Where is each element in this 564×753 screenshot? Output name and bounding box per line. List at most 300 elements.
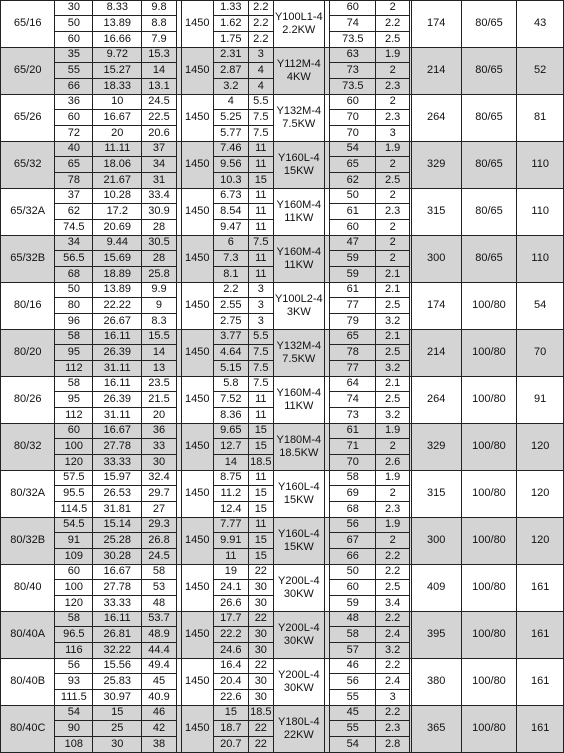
head-m-cell: 28 xyxy=(142,251,177,267)
flange-cell: 100/80 xyxy=(461,377,517,424)
weight-cell: 214 xyxy=(411,48,461,95)
head-m-cell: 22.5 xyxy=(142,110,177,126)
efficiency-cell: 63 xyxy=(330,48,376,63)
pump-model-group xyxy=(1,377,564,424)
motor-model-cell xyxy=(273,236,324,283)
flange-cell: 80/65 xyxy=(461,48,517,95)
motor-model-cell xyxy=(273,424,324,471)
head-m-cell: 20.6 xyxy=(142,126,177,142)
flow-ls-cell: 27.78 xyxy=(93,580,142,596)
npsh-cell: 2 xyxy=(376,95,410,110)
weight-cell: 365 xyxy=(411,706,461,753)
shaft-power-cell: 9.91 xyxy=(213,533,248,549)
flow-ls-cell: 13.89 xyxy=(93,283,142,298)
head-m-cell: 15.5 xyxy=(142,330,177,345)
motor-power-cell: 7.5 xyxy=(249,345,274,361)
motor-code: Y180L-4 xyxy=(278,716,320,729)
motor-code: Y100L2-4 xyxy=(274,293,323,306)
pump-model-group xyxy=(1,236,564,283)
efficiency-cell: 56 xyxy=(330,674,376,690)
table-row xyxy=(1,659,564,674)
shaft-power-cell: 2.75 xyxy=(213,314,248,330)
npsh-cell: 3.4 xyxy=(376,596,410,612)
npsh-cell: 2.2 xyxy=(376,612,410,627)
head-m-cell: 29.3 xyxy=(142,518,177,533)
pump-model-cell: 65/32 xyxy=(1,142,55,189)
flow-m3h-cell: 120 xyxy=(55,455,93,471)
flow-m3h-cell: 65 xyxy=(55,157,93,173)
flow-ls-cell: 26.81 xyxy=(93,627,142,643)
weight-cell: 174 xyxy=(411,1,461,48)
motor-code: Y160M-4 xyxy=(276,387,322,400)
flow-ls-cell: 10 xyxy=(93,95,142,110)
flow-m3h-cell: 91 xyxy=(55,533,93,549)
head-m-cell: 44.4 xyxy=(142,643,177,659)
motor-power-cell: 11 xyxy=(249,189,274,204)
npsh-cell: 2.2 xyxy=(376,549,410,565)
flow-ls-cell: 26.67 xyxy=(93,314,142,330)
motor-rating: 30KW xyxy=(283,635,314,647)
flow-m3h-cell: 66 xyxy=(55,79,93,95)
motor-power-cell: 11 xyxy=(249,408,274,424)
flange-cell: 100/80 xyxy=(461,424,517,471)
flow-ls-cell: 33.33 xyxy=(93,455,142,471)
shaft-power-cell: 20.7 xyxy=(213,737,248,753)
pump-model-cell: 65/32B xyxy=(1,236,55,283)
speed-rpm-cell: 1450 xyxy=(181,377,213,424)
table-row xyxy=(1,95,564,110)
price-cell: 110 xyxy=(517,236,564,283)
table-row xyxy=(1,48,564,63)
flow-ls-cell: 22.22 xyxy=(93,298,142,314)
head-m-cell: 8.8 xyxy=(142,16,177,32)
efficiency-cell: 59 xyxy=(330,596,376,612)
efficiency-cell: 50 xyxy=(330,565,376,580)
speed-rpm-cell: 1450 xyxy=(181,95,213,142)
head-m-cell: 9.8 xyxy=(142,1,177,16)
price-cell: 70 xyxy=(517,330,564,377)
motor-rating: 2.2KW xyxy=(282,24,316,36)
shaft-power-cell: 2.2 xyxy=(213,283,248,298)
flow-ls-cell: 10.28 xyxy=(93,189,142,204)
motor-power-cell: 30 xyxy=(249,580,274,596)
motor-power-cell: 15 xyxy=(249,486,274,502)
flow-ls-cell: 15.69 xyxy=(93,251,142,267)
npsh-cell: 2 xyxy=(376,533,410,549)
price-cell: 120 xyxy=(517,424,564,471)
head-m-cell: 15.3 xyxy=(142,48,177,63)
npsh-cell: 3.2 xyxy=(376,408,410,424)
efficiency-cell: 54 xyxy=(330,142,376,157)
motor-power-cell: 22 xyxy=(249,659,274,674)
shaft-power-cell: 7.46 xyxy=(213,142,248,157)
head-m-cell: 49.4 xyxy=(142,659,177,674)
motor-model-cell xyxy=(273,377,324,424)
pump-model-group xyxy=(1,95,564,142)
motor-model-cell xyxy=(273,48,324,95)
head-m-cell: 37 xyxy=(142,142,177,157)
flange-cell: 100/80 xyxy=(461,283,517,330)
flow-m3h-cell: 72 xyxy=(55,126,93,142)
shaft-power-cell: 19 xyxy=(213,565,248,580)
efficiency-cell: 77 xyxy=(330,298,376,314)
motor-power-cell: 5.5 xyxy=(249,330,274,345)
head-m-cell: 14 xyxy=(142,63,177,79)
efficiency-cell: 60 xyxy=(330,220,376,236)
shaft-power-cell: 1.33 xyxy=(213,1,248,16)
npsh-cell: 2.1 xyxy=(376,330,410,345)
flow-m3h-cell: 60 xyxy=(55,110,93,126)
shaft-power-cell: 7.77 xyxy=(213,518,248,533)
motor-rating: 15KW xyxy=(283,165,314,177)
weight-cell: 329 xyxy=(411,142,461,189)
motor-power-cell: 11 xyxy=(249,392,274,408)
head-m-cell: 45 xyxy=(142,674,177,690)
flow-ls-cell: 13.89 xyxy=(93,16,142,32)
head-m-cell: 8.3 xyxy=(142,314,177,330)
flow-ls-cell: 16.67 xyxy=(93,565,142,580)
motor-rating: 11KW xyxy=(284,259,314,271)
pump-model-cell: 65/26 xyxy=(1,95,55,142)
shaft-power-cell: 24.6 xyxy=(213,643,248,659)
flow-m3h-cell: 90 xyxy=(55,721,93,737)
shaft-power-cell: 6.73 xyxy=(213,189,248,204)
weight-cell: 395 xyxy=(411,612,461,659)
npsh-cell: 2 xyxy=(376,63,410,79)
motor-model-cell xyxy=(273,471,324,518)
motor-power-cell: 7.5 xyxy=(249,110,274,126)
efficiency-cell: 56 xyxy=(330,518,376,533)
efficiency-cell: 79 xyxy=(330,314,376,330)
weight-cell: 315 xyxy=(411,471,461,518)
motor-rating: 18.5KW xyxy=(279,447,319,459)
weight-cell: 315 xyxy=(411,189,461,236)
pump-model-group xyxy=(1,48,564,95)
speed-rpm-cell: 1450 xyxy=(181,142,213,189)
head-m-cell: 30.5 xyxy=(142,236,177,251)
head-m-cell: 46 xyxy=(142,706,177,721)
speed-rpm-cell: 1450 xyxy=(181,612,213,659)
flow-m3h-cell: 62 xyxy=(55,204,93,220)
flow-m3h-cell: 57.5 xyxy=(55,471,93,486)
flow-ls-cell: 31.11 xyxy=(93,361,142,377)
flow-ls-cell: 30.97 xyxy=(93,690,142,706)
shaft-power-cell: 9.65 xyxy=(213,424,248,439)
npsh-cell: 2.5 xyxy=(376,32,410,48)
motor-rating: 30KW xyxy=(283,682,314,694)
head-m-cell: 27 xyxy=(142,502,177,518)
npsh-cell: 2.5 xyxy=(376,345,410,361)
price-cell: 110 xyxy=(517,189,564,236)
speed-rpm-cell: 1450 xyxy=(181,471,213,518)
motor-rating: 11KW xyxy=(284,400,314,412)
flow-m3h-cell: 112 xyxy=(55,408,93,424)
flange-cell: 100/80 xyxy=(461,659,517,706)
shaft-power-cell: 6 xyxy=(213,236,248,251)
motor-rating: 22KW xyxy=(283,729,314,741)
head-m-cell: 33 xyxy=(142,439,177,455)
shaft-power-cell: 11.2 xyxy=(213,486,248,502)
flow-m3h-cell: 74.5 xyxy=(55,220,93,236)
shaft-power-cell: 14 xyxy=(213,455,248,471)
npsh-cell: 1.9 xyxy=(376,142,410,157)
head-m-cell: 21.5 xyxy=(142,392,177,408)
pump-model-cell: 80/26 xyxy=(1,377,55,424)
table-row xyxy=(1,424,564,439)
motor-code: Y132M-4 xyxy=(276,340,322,353)
pump-model-cell: 80/16 xyxy=(1,283,55,330)
efficiency-cell: 59 xyxy=(330,267,376,283)
shaft-power-cell: 15 xyxy=(213,706,248,721)
weight-cell: 214 xyxy=(411,330,461,377)
npsh-cell: 2.3 xyxy=(376,502,410,518)
motor-rating: 15KW xyxy=(283,494,314,506)
pump-model-cell: 80/32 xyxy=(1,424,55,471)
motor-model-cell xyxy=(273,565,324,612)
flange-cell: 100/80 xyxy=(461,706,517,753)
motor-power-cell: 15 xyxy=(249,173,274,189)
pump-model-group xyxy=(1,1,564,48)
npsh-cell: 2.2 xyxy=(376,16,410,32)
head-m-cell: 26.8 xyxy=(142,533,177,549)
flow-ls-cell: 15.56 xyxy=(93,659,142,674)
shaft-power-cell: 4 xyxy=(213,95,248,110)
flange-cell: 80/65 xyxy=(461,189,517,236)
motor-model-cell xyxy=(273,612,324,659)
flow-m3h-cell: 95 xyxy=(55,392,93,408)
motor-rating: 7.5KW xyxy=(282,118,316,130)
flow-m3h-cell: 34 xyxy=(55,236,93,251)
flow-m3h-cell: 55 xyxy=(55,63,93,79)
motor-code: Y112M-4 xyxy=(276,58,321,71)
price-cell: 161 xyxy=(517,706,564,753)
npsh-cell: 1.9 xyxy=(376,471,410,486)
flow-m3h-cell: 68 xyxy=(55,267,93,283)
flow-ls-cell: 16.67 xyxy=(93,424,142,439)
table-row xyxy=(1,283,564,298)
price-cell: 91 xyxy=(517,377,564,424)
npsh-cell: 2.8 xyxy=(376,737,410,753)
head-m-cell: 58 xyxy=(142,565,177,580)
flow-m3h-cell: 114.5 xyxy=(55,502,93,518)
motor-power-cell: 15 xyxy=(249,549,274,565)
motor-code: Y160L-4 xyxy=(278,152,320,165)
table-row xyxy=(1,565,564,580)
price-cell: 161 xyxy=(517,565,564,612)
motor-power-cell: 18.5 xyxy=(249,706,274,721)
efficiency-cell: 71 xyxy=(330,439,376,455)
pump-model-cell: 80/40B xyxy=(1,659,55,706)
shaft-power-cell: 12.7 xyxy=(213,439,248,455)
flow-ls-cell: 18.89 xyxy=(93,267,142,283)
weight-cell: 300 xyxy=(411,518,461,565)
efficiency-cell: 59 xyxy=(330,251,376,267)
weight-cell: 329 xyxy=(411,424,461,471)
pump-model-cell: 80/32B xyxy=(1,518,55,565)
flow-ls-cell: 15.14 xyxy=(93,518,142,533)
pump-model-group xyxy=(1,471,564,518)
motor-power-cell: 30 xyxy=(249,690,274,706)
flow-m3h-cell: 80 xyxy=(55,298,93,314)
head-m-cell: 53 xyxy=(142,580,177,596)
efficiency-cell: 46 xyxy=(330,659,376,674)
flow-ls-cell: 27.78 xyxy=(93,439,142,455)
npsh-cell: 2.3 xyxy=(376,204,410,220)
flow-ls-cell: 25.28 xyxy=(93,533,142,549)
efficiency-cell: 65 xyxy=(330,157,376,173)
flow-m3h-cell: 100 xyxy=(55,439,93,455)
flange-cell: 100/80 xyxy=(461,518,517,565)
motor-model-cell xyxy=(273,189,324,236)
npsh-cell: 2 xyxy=(376,486,410,502)
flow-m3h-cell: 54.5 xyxy=(55,518,93,533)
head-m-cell: 28 xyxy=(142,220,177,236)
shaft-power-cell: 1.75 xyxy=(213,32,248,48)
npsh-cell: 2 xyxy=(376,1,410,16)
weight-cell: 264 xyxy=(411,95,461,142)
shaft-power-cell: 5.77 xyxy=(213,126,248,142)
price-cell: 110 xyxy=(517,142,564,189)
motor-power-cell: 22 xyxy=(249,612,274,627)
motor-code: Y160L-4 xyxy=(278,481,320,494)
head-m-cell: 40.9 xyxy=(142,690,177,706)
flow-ls-cell: 25 xyxy=(93,721,142,737)
npsh-cell: 1.9 xyxy=(376,518,410,533)
pump-model-group xyxy=(1,612,564,659)
efficiency-cell: 65 xyxy=(330,330,376,345)
speed-rpm-cell: 1450 xyxy=(181,424,213,471)
flow-m3h-cell: 96 xyxy=(55,314,93,330)
head-m-cell: 48.9 xyxy=(142,627,177,643)
npsh-cell: 2.4 xyxy=(376,674,410,690)
motor-rating: 3KW xyxy=(286,306,311,318)
motor-power-cell: 11 xyxy=(249,157,274,173)
flow-m3h-cell: 50 xyxy=(55,16,93,32)
flow-ls-cell: 31.11 xyxy=(93,408,142,424)
weight-cell: 380 xyxy=(411,659,461,706)
flow-ls-cell: 11.11 xyxy=(93,142,142,157)
head-m-cell: 48 xyxy=(142,596,177,612)
shaft-power-cell: 22.2 xyxy=(213,627,248,643)
shaft-power-cell: 26.6 xyxy=(213,596,248,612)
table-row xyxy=(1,471,564,486)
flow-ls-cell: 9.44 xyxy=(93,236,142,251)
npsh-cell: 2.1 xyxy=(376,267,410,283)
efficiency-cell: 73.5 xyxy=(330,32,376,48)
efficiency-cell: 48 xyxy=(330,612,376,627)
pump-model-group xyxy=(1,330,564,377)
shaft-power-cell: 24.1 xyxy=(213,580,248,596)
head-m-cell: 30.9 xyxy=(142,204,177,220)
motor-power-cell: 22 xyxy=(249,565,274,580)
motor-power-cell: 7.5 xyxy=(249,361,274,377)
motor-power-cell: 2.2 xyxy=(249,32,274,48)
npsh-cell: 1.9 xyxy=(376,48,410,63)
flow-ls-cell: 25.83 xyxy=(93,674,142,690)
pump-model-cell: 65/20 xyxy=(1,48,55,95)
shaft-power-cell: 17.7 xyxy=(213,612,248,627)
table-row xyxy=(1,612,564,627)
motor-code: Y160M-4 xyxy=(276,246,322,259)
shaft-power-cell: 2.31 xyxy=(213,48,248,63)
npsh-cell: 1.9 xyxy=(376,424,410,439)
motor-model-cell xyxy=(273,659,324,706)
motor-power-cell: 11 xyxy=(249,220,274,236)
motor-power-cell: 30 xyxy=(249,596,274,612)
shaft-power-cell: 11 xyxy=(213,549,248,565)
efficiency-cell: 61 xyxy=(330,424,376,439)
flow-m3h-cell: 40 xyxy=(55,142,93,157)
npsh-cell: 3 xyxy=(376,690,410,706)
shaft-power-cell: 18.7 xyxy=(213,721,248,737)
weight-cell: 174 xyxy=(411,283,461,330)
motor-model-cell xyxy=(273,518,324,565)
head-m-cell: 7.9 xyxy=(142,32,177,48)
flange-cell: 80/65 xyxy=(461,1,517,48)
head-m-cell: 23.5 xyxy=(142,377,177,392)
table-row xyxy=(1,330,564,345)
motor-power-cell: 4 xyxy=(249,63,274,79)
flow-ls-cell: 16.11 xyxy=(93,330,142,345)
efficiency-cell: 74 xyxy=(330,392,376,408)
price-cell: 120 xyxy=(517,518,564,565)
pump-model-group xyxy=(1,189,564,236)
weight-cell: 264 xyxy=(411,377,461,424)
flange-cell: 80/65 xyxy=(461,236,517,283)
pump-model-group xyxy=(1,283,564,330)
efficiency-cell: 74 xyxy=(330,16,376,32)
flow-ls-cell: 16.11 xyxy=(93,612,142,627)
npsh-cell: 2.4 xyxy=(376,627,410,643)
motor-power-cell: 3 xyxy=(249,314,274,330)
flow-m3h-cell: 54 xyxy=(55,706,93,721)
motor-rating: 11KW xyxy=(284,212,314,224)
npsh-cell: 3.2 xyxy=(376,314,410,330)
flow-m3h-cell: 56 xyxy=(55,659,93,674)
shaft-power-cell: 16.4 xyxy=(213,659,248,674)
pump-model-cell: 80/32A xyxy=(1,471,55,518)
shaft-power-cell: 5.15 xyxy=(213,361,248,377)
efficiency-cell: 64 xyxy=(330,377,376,392)
efficiency-cell: 77 xyxy=(330,361,376,377)
motor-power-cell: 18.5 xyxy=(249,455,274,471)
npsh-cell: 2 xyxy=(376,189,410,204)
shaft-power-cell: 12.4 xyxy=(213,502,248,518)
npsh-cell: 2 xyxy=(376,157,410,173)
shaft-power-cell: 8.1 xyxy=(213,267,248,283)
shaft-power-cell: 4.64 xyxy=(213,345,248,361)
head-m-cell: 31 xyxy=(142,173,177,189)
efficiency-cell: 70 xyxy=(330,126,376,142)
flange-cell: 80/65 xyxy=(461,95,517,142)
motor-power-cell: 11 xyxy=(249,142,274,157)
efficiency-cell: 50 xyxy=(330,189,376,204)
shaft-power-cell: 1.62 xyxy=(213,16,248,32)
pump-model-group xyxy=(1,706,564,753)
motor-rating: 7.5KW xyxy=(282,353,316,365)
head-m-cell: 32.4 xyxy=(142,471,177,486)
efficiency-cell: 68 xyxy=(330,502,376,518)
efficiency-cell: 54 xyxy=(330,737,376,753)
motor-code: Y200L-4 xyxy=(278,575,320,588)
motor-code: Y132M-4 xyxy=(276,105,322,118)
npsh-cell: 3.2 xyxy=(376,361,410,377)
motor-rating: 30KW xyxy=(283,588,314,600)
shaft-power-cell: 2.87 xyxy=(213,63,248,79)
speed-rpm-cell: 1450 xyxy=(181,1,213,48)
motor-code: Y200L-4 xyxy=(278,622,320,635)
speed-rpm-cell: 1450 xyxy=(181,330,213,377)
